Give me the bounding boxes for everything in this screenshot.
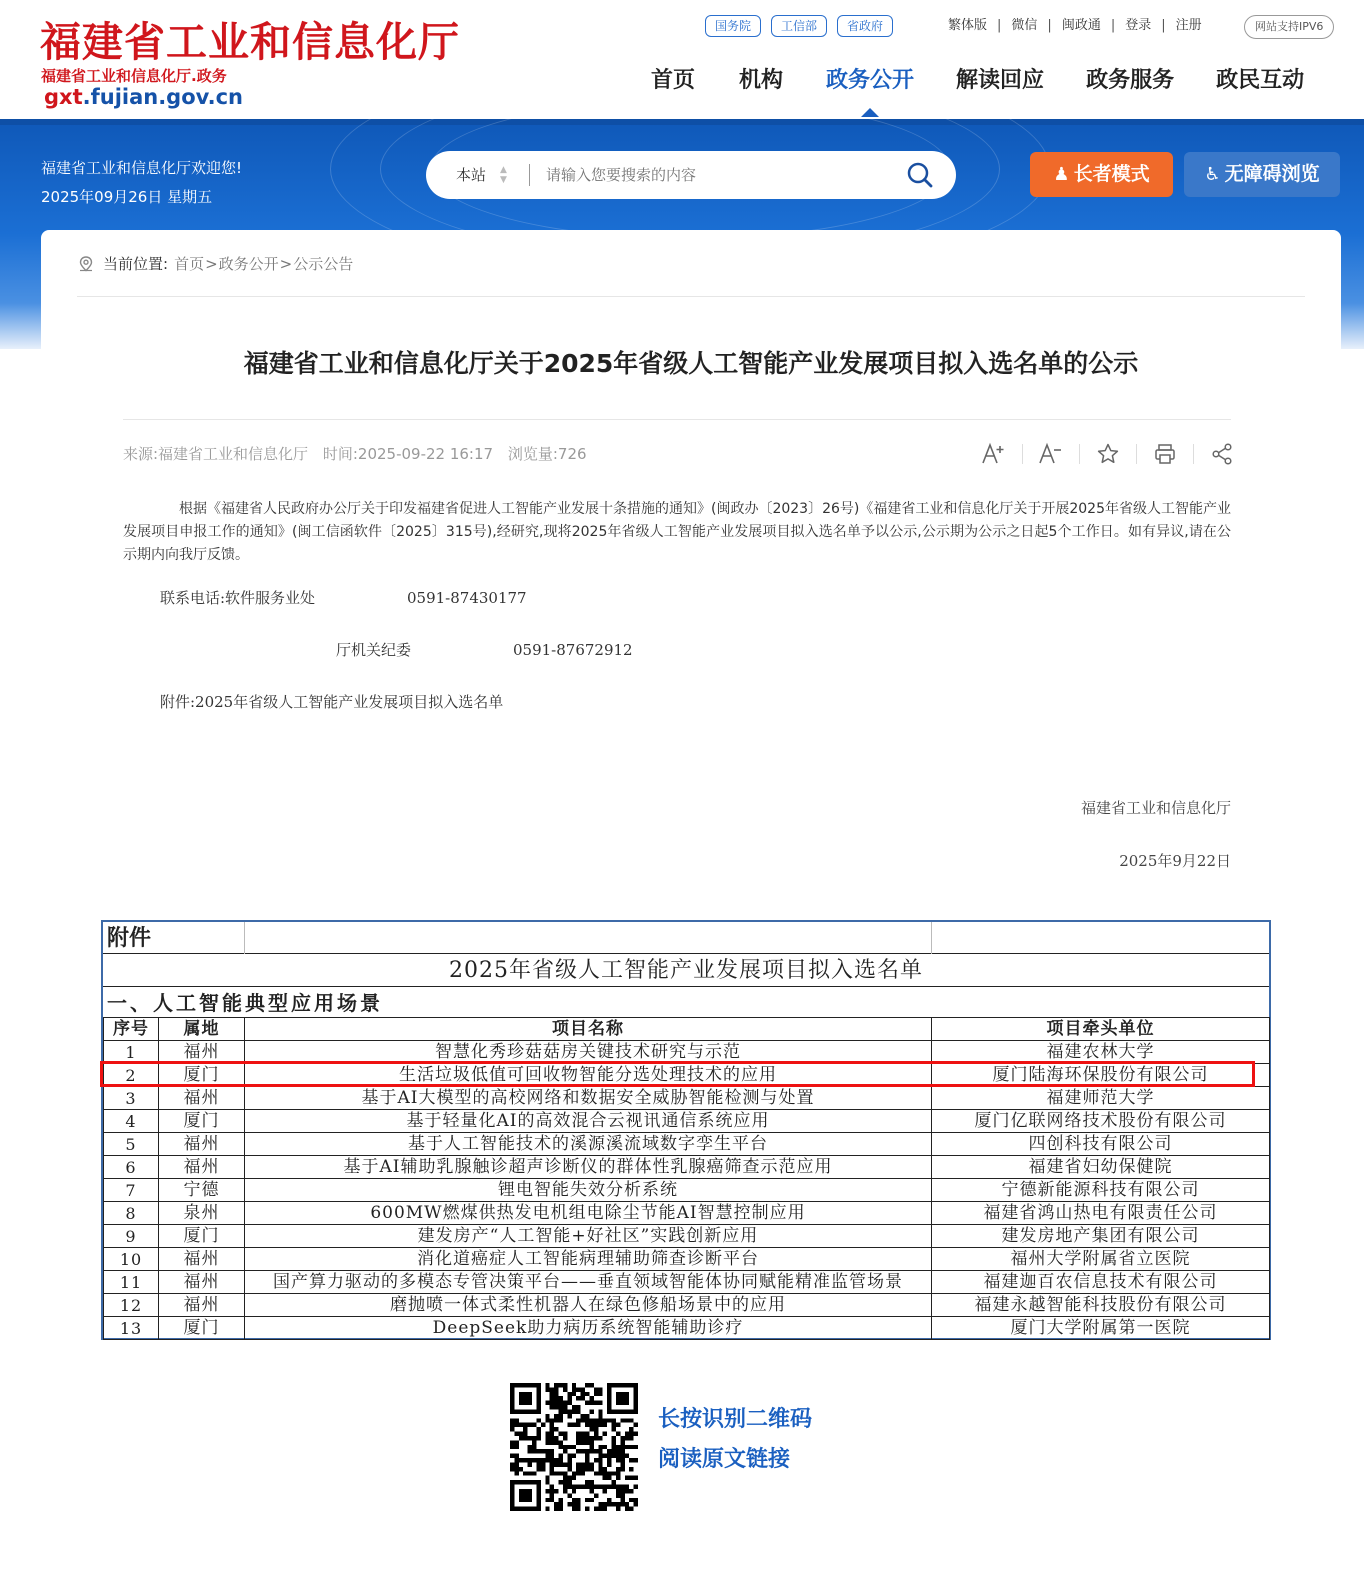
nav-gov-affairs[interactable] bbox=[826, 66, 914, 96]
cell-unit: 福建省鸿山热电有限责任公司 bbox=[932, 1202, 1270, 1225]
signature-org: 福建省工业和信息化厅 bbox=[1080, 799, 1231, 817]
cell-project: 消化道癌症人工智能病理辅助筛查诊断平台 bbox=[245, 1248, 932, 1271]
breadcrumb-label: 当前位置: bbox=[103, 255, 169, 273]
welcome-text: 福建省工业和信息化厅欢迎您! bbox=[41, 159, 243, 177]
col-header-region: 属地 bbox=[159, 1018, 245, 1041]
article-body: 根据《福建省人民政府办公厅关于印发福建省促进人工智能产业发展十条措施的通知》(闽政办〔2023〕26号)《福建省工业和信息化厅关于开展2025年省级人工智能产业发展项目申报工作的通知》(闽工信函软件〔2025〕315号),经研究,现将2025年省级人工智能产业发展项目拟入选名单予以公示,公示期为公示之日起5个工作日。如有异议,请在公示期内向我厅反馈。 bbox=[123, 501, 1231, 563]
table-row bbox=[104, 1225, 1270, 1248]
table-row bbox=[104, 1179, 1270, 1202]
search-box bbox=[426, 151, 956, 199]
site-header bbox=[0, 0, 1364, 119]
nav-gov-services[interactable]: 政务服务 bbox=[1086, 68, 1175, 93]
font-decrease-icon[interactable] bbox=[1033, 440, 1069, 468]
star-icon[interactable] bbox=[1090, 440, 1126, 468]
section-heading: 一、人工智能典型应用场景 bbox=[107, 991, 383, 1015]
qr-link-text[interactable]: 阅读原文链接 bbox=[658, 1447, 791, 1472]
table-row bbox=[104, 1248, 1270, 1271]
nav-gov-affairs-label: 政务公开 bbox=[826, 68, 915, 93]
article-time: 时间:2025-09-22 16:17 bbox=[322, 445, 494, 463]
cell-project: 基于AI辅助乳腺触诊超声诊断仪的群体性乳腺癌筛查示范应用 bbox=[245, 1156, 932, 1179]
table-body bbox=[104, 1041, 1270, 1340]
contact-dept-1: 联系电话:软件服务业处 bbox=[160, 589, 316, 607]
elder-mode-label: 长者模式 bbox=[1073, 163, 1150, 185]
cell-unit: 建发房地产集团有限公司 bbox=[932, 1225, 1270, 1248]
attachment-table-image bbox=[101, 920, 1271, 1340]
separator: | bbox=[1110, 18, 1116, 33]
cell-region: 福州 bbox=[159, 1248, 245, 1271]
elder-icon: ♟ bbox=[1053, 164, 1070, 185]
elder-mode-button[interactable] bbox=[1030, 152, 1173, 197]
grid-line bbox=[244, 922, 245, 954]
gov-link-state-council[interactable]: 国务院 bbox=[705, 15, 761, 37]
cell-project: 磨抛喷一体式柔性机器人在绿色修船场景中的应用 bbox=[245, 1294, 932, 1317]
article-views: 浏览量:726 bbox=[507, 445, 587, 463]
grid-line bbox=[931, 922, 932, 954]
cell-region: 福州 bbox=[159, 1041, 245, 1064]
cell-project: 锂电智能失效分析系统 bbox=[245, 1179, 932, 1202]
col-header-project: 项目名称 bbox=[245, 1018, 932, 1041]
cell-unit: 福建农林大学 bbox=[932, 1041, 1270, 1064]
cell-project: 基于轻量化AI的高效混合云视讯通信系统应用 bbox=[245, 1110, 932, 1133]
search-input[interactable] bbox=[546, 151, 896, 199]
col-header-unit: 项目牵头单位 bbox=[932, 1018, 1270, 1041]
cell-unit: 厦门大学附属第一医院 bbox=[932, 1317, 1270, 1340]
cell-region: 福州 bbox=[159, 1156, 245, 1179]
table-row bbox=[104, 1110, 1270, 1133]
table-row bbox=[104, 1064, 1270, 1087]
cell-project: 建发房产“人工智能+好社区”实践创新应用 bbox=[245, 1225, 932, 1248]
cell-seq: 1 bbox=[104, 1041, 159, 1064]
contact-line-2 bbox=[336, 639, 633, 661]
utility-links bbox=[948, 15, 1202, 37]
cell-unit: 四创科技有限公司 bbox=[932, 1133, 1270, 1156]
scope-updown-icon[interactable]: ▲ ▼ bbox=[500, 165, 507, 185]
signature-date: 2025年9月22日 bbox=[1119, 852, 1231, 870]
attachment-label: 附件 bbox=[107, 926, 152, 951]
cell-project: 生活垃圾低值可回收物智能分选处理技术的应用 bbox=[245, 1064, 932, 1087]
cell-seq: 8 bbox=[104, 1202, 159, 1225]
nav-interpretation[interactable]: 解读回应 bbox=[956, 68, 1045, 93]
cell-unit: 福建迦百农信息技术有限公司 bbox=[932, 1271, 1270, 1294]
table-row bbox=[104, 1202, 1270, 1225]
tool-separator bbox=[1136, 444, 1137, 464]
wheelchair-icon: ♿ bbox=[1204, 164, 1221, 185]
active-nav-indicator bbox=[861, 108, 879, 117]
font-increase-icon[interactable] bbox=[976, 440, 1012, 468]
search-scope-select[interactable]: 本站 bbox=[456, 166, 487, 184]
site-logo-subtitle: 福建省工业和信息化厅.政务 bbox=[41, 67, 227, 85]
tool-separator bbox=[1193, 444, 1194, 464]
cell-region: 福州 bbox=[159, 1087, 245, 1110]
cell-region: 厦门 bbox=[159, 1317, 245, 1340]
current-date: 2025年09月26日 星期五 bbox=[41, 188, 213, 206]
cell-seq: 13 bbox=[104, 1317, 159, 1340]
separator: | bbox=[1047, 18, 1052, 33]
nav-home[interactable]: 首页 bbox=[651, 68, 696, 93]
table-row bbox=[104, 1087, 1270, 1110]
table-row bbox=[104, 1294, 1270, 1317]
site-domain bbox=[44, 85, 243, 109]
cell-region: 宁德 bbox=[159, 1179, 245, 1202]
traditional-chinese-link[interactable]: 繁体版 bbox=[948, 18, 988, 33]
cell-unit: 福州大学附属省立医院 bbox=[932, 1248, 1270, 1271]
cell-region: 福州 bbox=[159, 1271, 245, 1294]
tool-separator bbox=[1079, 444, 1080, 464]
attachment-title: 2025年省级人工智能产业发展项目拟入选名单 bbox=[449, 958, 923, 983]
article-card bbox=[41, 230, 1341, 900]
contact-phone-1: 0591-87430177 bbox=[407, 589, 527, 607]
gov-links bbox=[705, 15, 893, 37]
article-meta bbox=[123, 443, 597, 465]
search-divider bbox=[529, 164, 530, 186]
qr-code[interactable] bbox=[510, 1383, 638, 1511]
domain-suffix: .fujian.gov.cn bbox=[82, 85, 243, 109]
project-table bbox=[103, 1017, 1270, 1340]
location-icon bbox=[77, 255, 95, 273]
breadcrumb-gov-affairs[interactable]: 政务公开 bbox=[218, 255, 279, 273]
print-icon[interactable] bbox=[1147, 440, 1183, 468]
tool-separator bbox=[1022, 444, 1023, 464]
article-title: 福建省工业和信息化厅关于2025年省级人工智能产业发展项目拟入选名单的公示 bbox=[243, 349, 1139, 378]
table-header-row bbox=[104, 1018, 1270, 1041]
divider bbox=[77, 296, 1305, 297]
cell-project: DeepSeek助力病历系统智能辅助诊疗 bbox=[245, 1317, 932, 1340]
accessibility-label: 无障碍浏览 bbox=[1224, 163, 1320, 185]
cell-seq: 3 bbox=[104, 1087, 159, 1110]
breadcrumb bbox=[77, 253, 353, 275]
article-source: 来源:福建省工业和信息化厅 bbox=[123, 445, 309, 463]
contact-line-1 bbox=[160, 587, 527, 609]
cell-seq: 4 bbox=[104, 1110, 159, 1133]
contact-phone-2: 0591-87672912 bbox=[513, 641, 633, 659]
qr-section bbox=[510, 1383, 840, 1511]
ipv6-badge: 网站支持IPV6 bbox=[1244, 15, 1334, 39]
cell-seq: 2 bbox=[104, 1064, 159, 1087]
separator: | bbox=[1161, 18, 1166, 33]
table-row bbox=[104, 1041, 1270, 1064]
cell-project: 基于人工智能技术的溪源溪流域数字孪生平台 bbox=[245, 1133, 932, 1156]
cell-project: 600MW燃煤供热发电机组电除尘节能AI智慧控制应用 bbox=[245, 1202, 932, 1225]
cell-region: 泉州 bbox=[159, 1202, 245, 1225]
main-nav bbox=[651, 66, 1304, 96]
accessibility-button[interactable] bbox=[1184, 152, 1340, 197]
search-icon[interactable] bbox=[906, 161, 934, 189]
cell-unit: 福建省妇幼保健院 bbox=[932, 1156, 1270, 1179]
cell-project: 基于AI大模型的高校网络和数据安全威胁智能检测与处置 bbox=[245, 1087, 932, 1110]
attachment-header-row bbox=[103, 922, 1269, 954]
breadcrumb-separator: > bbox=[279, 255, 293, 273]
cell-region: 福州 bbox=[159, 1294, 245, 1317]
share-icon[interactable] bbox=[1204, 440, 1240, 468]
table-row bbox=[104, 1317, 1270, 1340]
divider bbox=[123, 419, 1231, 420]
cell-region: 厦门 bbox=[159, 1110, 245, 1133]
site-logo-title[interactable]: 福建省工业和信息化厅 bbox=[40, 18, 460, 66]
cell-unit: 厦门亿联网络技术股份有限公司 bbox=[932, 1110, 1270, 1133]
cell-seq: 6 bbox=[104, 1156, 159, 1179]
cell-unit: 厦门陆海环保股份有限公司 bbox=[932, 1064, 1270, 1087]
nav-organization[interactable]: 机构 bbox=[739, 68, 784, 93]
cell-unit: 福建师范大学 bbox=[932, 1087, 1270, 1110]
cell-seq: 10 bbox=[104, 1248, 159, 1271]
domain-prefix: gxt bbox=[44, 85, 83, 109]
cell-region: 厦门 bbox=[159, 1225, 245, 1248]
gov-link-province[interactable]: 省政府 bbox=[837, 15, 893, 37]
contact-dept-2: 厅机关纪委 bbox=[336, 641, 412, 659]
separator: | bbox=[997, 18, 1002, 33]
gov-link-miit[interactable]: 工信部 bbox=[771, 15, 827, 37]
table-row bbox=[104, 1133, 1270, 1156]
cell-seq: 11 bbox=[104, 1271, 159, 1294]
cell-project: 智慧化秀珍菇菇房关键技术研究与示范 bbox=[245, 1041, 932, 1064]
breadcrumb-separator: > bbox=[205, 255, 218, 273]
table-row bbox=[104, 1271, 1270, 1294]
table-row bbox=[104, 1156, 1270, 1179]
login-link[interactable]: 登录 bbox=[1125, 18, 1152, 33]
minzhengtong-link[interactable]: 闽政通 bbox=[1061, 18, 1101, 33]
cell-seq: 5 bbox=[104, 1133, 159, 1156]
breadcrumb-home[interactable]: 首页 bbox=[174, 255, 205, 273]
cell-unit: 宁德新能源科技有限公司 bbox=[932, 1179, 1270, 1202]
cell-project: 国产算力驱动的多模态专管决策平台——垂直领域智能体协同赋能精准监管场景 bbox=[245, 1271, 932, 1294]
cell-seq: 7 bbox=[104, 1179, 159, 1202]
cell-unit: 福建永越智能科技股份有限公司 bbox=[932, 1294, 1270, 1317]
col-header-seq: 序号 bbox=[104, 1018, 159, 1041]
cell-seq: 9 bbox=[104, 1225, 159, 1248]
cell-seq: 12 bbox=[104, 1294, 159, 1317]
register-link[interactable]: 注册 bbox=[1175, 18, 1202, 33]
attachment-link[interactable]: 附件:2025年省级人工智能产业发展项目拟入选名单 bbox=[160, 693, 504, 711]
wechat-link[interactable]: 微信 bbox=[1011, 18, 1038, 33]
qr-instruction: 长按识别二维码 bbox=[658, 1407, 813, 1432]
article-tools bbox=[976, 440, 1240, 468]
cell-region: 福州 bbox=[159, 1133, 245, 1156]
breadcrumb-notices[interactable]: 公示公告 bbox=[293, 255, 354, 273]
nav-interaction[interactable]: 政民互动 bbox=[1216, 68, 1305, 93]
cell-region: 厦门 bbox=[159, 1064, 245, 1087]
